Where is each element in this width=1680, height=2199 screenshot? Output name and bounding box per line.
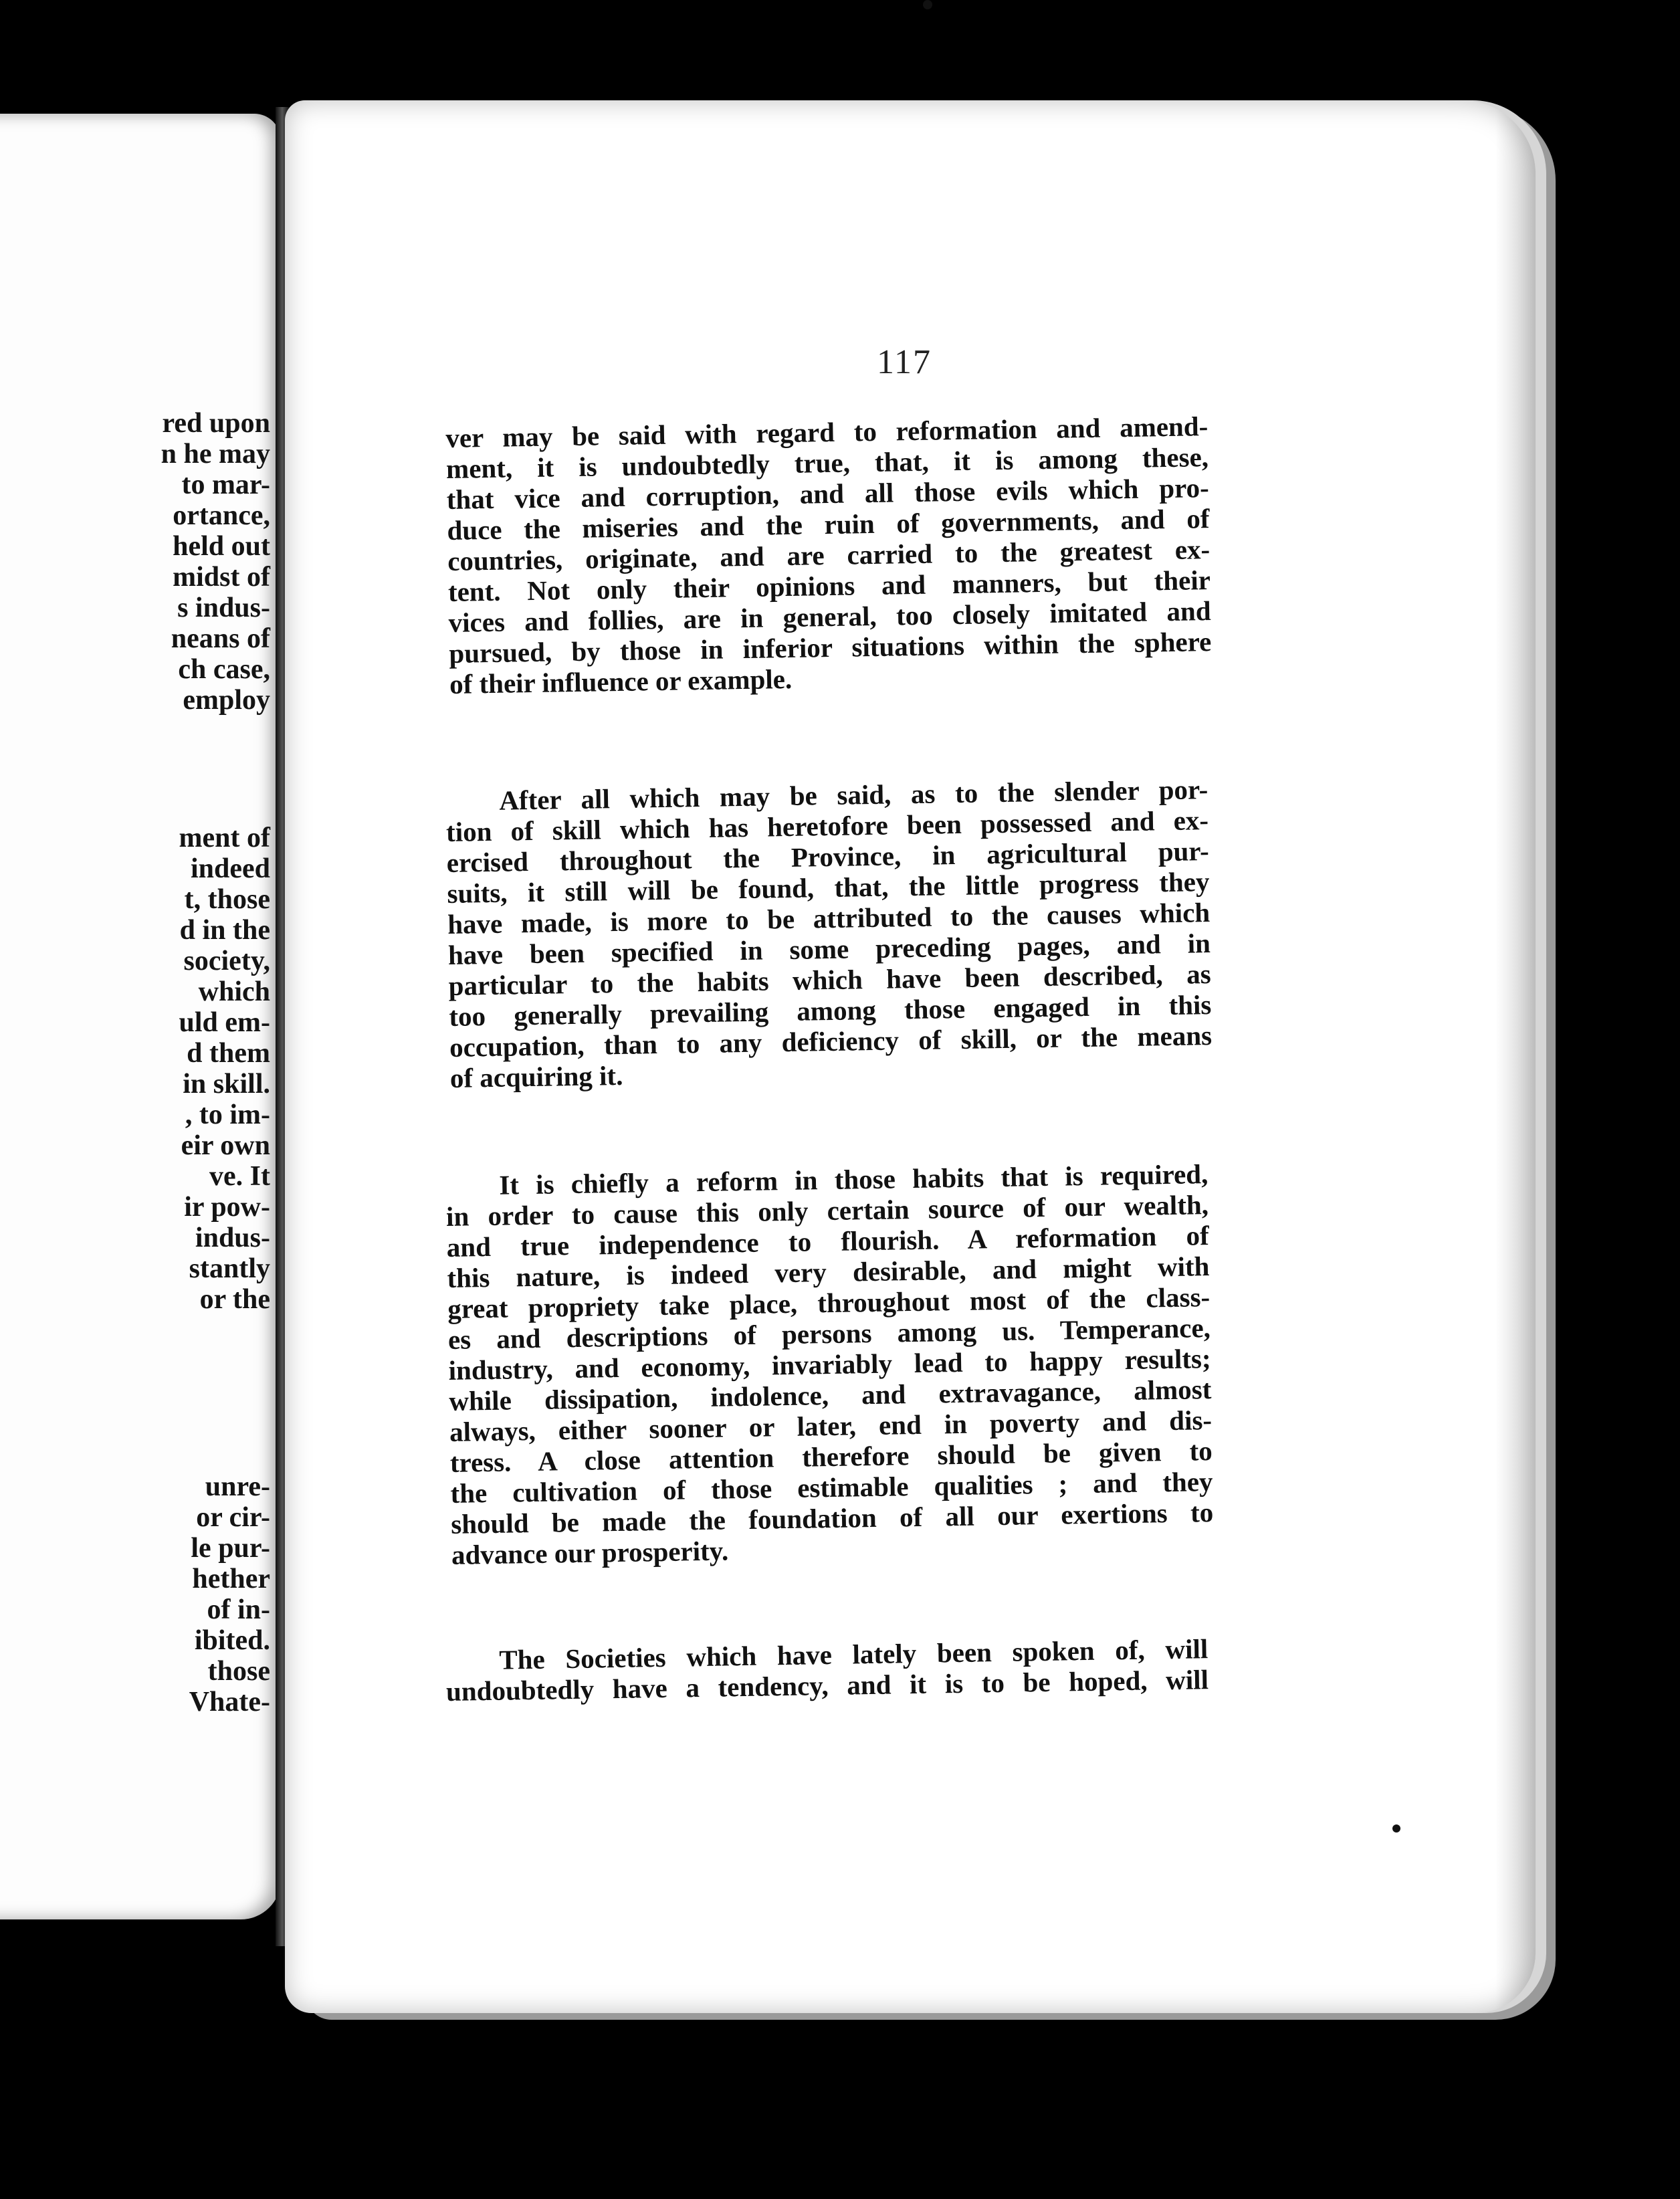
right-page xyxy=(285,100,1536,2013)
left-page-text-block-2 xyxy=(0,823,270,1315)
left-page-line: those xyxy=(207,1656,270,1687)
text-line: in order to cause this only certain source of our wealth, xyxy=(445,1189,1209,1232)
text-line: advance our prosperity. xyxy=(451,1535,729,1570)
text-line: too generally prevailing among those engaged in this xyxy=(449,989,1212,1032)
left-page-line: ch case, xyxy=(178,654,270,685)
text-line: occupation, than to any deficiency of skill, or the means xyxy=(449,1020,1213,1063)
text-line: undoubtedly have a tendency, and it is to be hoped, will xyxy=(445,1664,1209,1707)
left-page-line: ortance, xyxy=(173,500,270,531)
page-number: 117 xyxy=(876,343,932,381)
page-edge-shadow xyxy=(1495,100,1536,2013)
left-page-line: stantly xyxy=(189,1253,270,1284)
left-page-line: to mar- xyxy=(181,469,270,500)
paragraph-4 xyxy=(445,1633,1209,1707)
paragraph-1 xyxy=(445,411,1212,700)
text-line: ment, it is undoubtedly true, that, it is among these, xyxy=(445,441,1209,484)
left-page-line: le pur- xyxy=(191,1533,270,1564)
left-page-line: Vhate- xyxy=(189,1687,270,1717)
text-line: always, either sooner or later, end in poverty and dis- xyxy=(449,1404,1213,1447)
left-page-line: eir own xyxy=(181,1130,270,1161)
left-page-line: or the xyxy=(199,1284,270,1315)
text-line: while dissipation, indolence, and extravagance, almost xyxy=(449,1374,1212,1417)
text-line: have been specified in some preceding pages, and in xyxy=(447,928,1211,970)
left-page-line: ir pow- xyxy=(184,1192,270,1223)
text-line: industry, and economy, invariably lead to happy results; xyxy=(448,1343,1211,1386)
text-line: pursued, by those in inferior situations within the sphere xyxy=(449,626,1212,669)
left-page-line: indus- xyxy=(195,1223,270,1253)
text-line: ercised throughout the Province, in agricultural pur- xyxy=(446,835,1210,878)
ink-speck xyxy=(923,0,932,9)
paragraph-3 xyxy=(445,1158,1214,1570)
text-line: of acquiring it. xyxy=(449,1059,623,1093)
text-line: particular to the habits which have been described, as xyxy=(448,958,1211,1001)
text-line: the cultivation of those estimable qualities ; and they xyxy=(450,1466,1213,1509)
left-page-line: employ xyxy=(183,685,270,716)
text-line: tress. A close attention therefore should be given to xyxy=(449,1435,1213,1478)
text-line: that vice and corruption, and all those evils which pro- xyxy=(446,472,1210,515)
left-page-line: in skill. xyxy=(183,1069,270,1100)
text-line: es and descriptions of persons among us. Temperance, xyxy=(447,1312,1211,1355)
text-line: ver may be said with regard to reformation and amend- xyxy=(445,411,1209,453)
text-line: vices and follies, are in general, too closely imitated and xyxy=(448,595,1211,638)
left-page-line: ment of xyxy=(179,823,270,853)
left-page-line: which xyxy=(198,976,270,1007)
text-line: have made, is more to be attributed to the causes which xyxy=(447,897,1211,940)
text-line: After all which may be said, as to the slender por- xyxy=(498,774,1209,816)
left-page-line: s indus- xyxy=(177,593,270,623)
text-line: countries, originate, and are carried to the greatest ex- xyxy=(447,534,1211,577)
left-page-line: or cir- xyxy=(196,1502,270,1533)
left-page xyxy=(0,114,281,1919)
left-page-text-block-3 xyxy=(0,1471,270,1717)
left-page-line: d in the xyxy=(179,915,270,946)
left-page-line: hether xyxy=(192,1564,270,1594)
left-page-line: n he may xyxy=(161,439,270,469)
ink-speck xyxy=(1392,1824,1400,1832)
left-page-line: society, xyxy=(183,946,270,976)
left-page-line: , to im- xyxy=(185,1100,270,1130)
left-page-line: held out xyxy=(173,531,270,562)
left-page-line: t, those xyxy=(184,884,270,915)
paragraph-2 xyxy=(445,774,1213,1093)
left-page-line: of in- xyxy=(207,1594,270,1625)
text-line: should be made the foundation of all our exertions to xyxy=(450,1497,1214,1540)
left-page-line: red upon xyxy=(162,408,270,439)
left-page-line: d them xyxy=(187,1038,270,1069)
text-line: great propriety take place, throughout most of the class- xyxy=(447,1281,1211,1324)
left-page-line: ve. It xyxy=(209,1161,270,1192)
left-page-line: neans of xyxy=(171,623,270,654)
text-line: and true independence to flourish. A reformation of xyxy=(446,1220,1210,1263)
left-page-line: uld em- xyxy=(179,1007,270,1038)
text-line: this nature, is indeed very desirable, and might with xyxy=(447,1251,1210,1293)
text-line: It is chiefly a reform in those habits that is required, xyxy=(498,1158,1209,1200)
text-line: tent. Not only their opinions and manners, but their xyxy=(447,564,1211,607)
text-line: suits, it still will be found, that, the little progress they xyxy=(447,866,1210,909)
text-line: duce the miseries and the ruin of governments, and of xyxy=(447,503,1210,546)
left-page-text-block-1 xyxy=(0,408,270,716)
text-line: of their influence or example. xyxy=(449,663,793,700)
text-line: tion of skill which has heretofore been possessed and ex- xyxy=(445,805,1209,847)
left-page-line: ibited. xyxy=(194,1625,270,1656)
left-page-line: midst of xyxy=(173,562,270,593)
text-line: The Societies which have lately been spoken of, will xyxy=(498,1633,1209,1675)
left-page-line: indeed xyxy=(190,853,270,884)
left-page-line: unre- xyxy=(205,1471,270,1502)
